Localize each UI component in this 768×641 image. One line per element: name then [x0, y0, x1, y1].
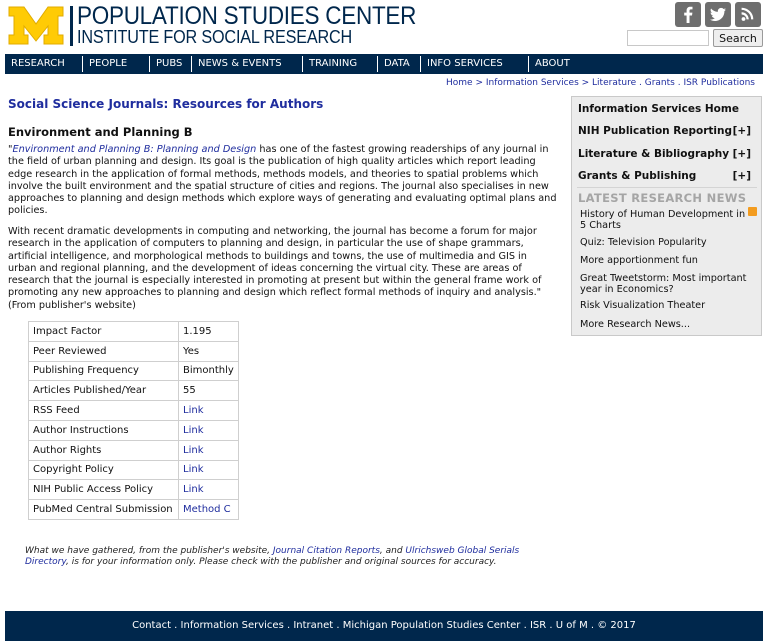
table-row — [29, 480, 239, 500]
expand-literature-button[interactable]: [+] — [732, 148, 751, 160]
breadcrumb-sep: > — [472, 78, 486, 88]
journal-title: Environment and Planning B — [8, 125, 193, 139]
sidebar-literature[interactable]: Literature & Bibliography — [578, 148, 730, 160]
footer-sep: . — [333, 620, 343, 631]
footer-intranet[interactable]: Intranet — [293, 620, 334, 631]
row-value: Bimonthly — [183, 365, 234, 377]
table-row — [29, 460, 239, 480]
footer-copyright: © 2017 — [597, 620, 636, 631]
breadcrumb-literature[interactable]: Literature — [592, 78, 637, 88]
row-link[interactable]: Link — [183, 444, 204, 456]
table-row — [29, 361, 239, 381]
description-text: has one of the fastest growing readerships of any journal in the field of urban planning and design. Its goal is the publication of high quality articles which report leading edge research in the application of formal methods, methods models, and theories to spatial problems which involve the built environment and the spatial structure of cities and regions. The journal also specialises in new approaches to planning and design methods which explore ways of generating and evaluating optimal plans and policies. — [8, 144, 557, 217]
footer-sep: . — [283, 620, 294, 631]
breadcrumb — [446, 78, 755, 88]
footer-pscenter[interactable]: Michigan Population Studies Center — [342, 620, 521, 631]
breadcrumb-isr-publications[interactable]: ISR Publications — [683, 78, 755, 88]
table-row — [29, 500, 239, 520]
table-row — [29, 322, 239, 342]
row-label: PubMed Central Submission — [29, 500, 179, 520]
sidebar — [571, 96, 762, 336]
disclaimer-text: , is for your information only. Please check with the publisher and original sources for accuracy. — [65, 557, 497, 567]
nav-training[interactable]: TRAINING — [302, 56, 377, 72]
row-value-cell — [179, 381, 239, 401]
search-button[interactable]: Search — [713, 29, 763, 47]
row-label: Author Rights — [29, 440, 179, 460]
row-value-cell — [179, 361, 239, 381]
news-item[interactable]: Great Tweetstorm: Most important year in Economics? — [580, 273, 747, 295]
quote-mark: " — [8, 144, 13, 155]
search-input[interactable] — [627, 30, 709, 46]
breadcrumb-sep: . — [636, 78, 645, 88]
table-row — [29, 440, 239, 460]
logo-subtitle[interactable]: INSTITUTE FOR SOCIAL RESEARCH — [77, 27, 353, 47]
row-value-cell — [179, 420, 239, 440]
sidebar-info-services-home[interactable]: Information Services Home — [578, 103, 739, 115]
row-value: 55 — [183, 385, 196, 397]
disclaimer-text: What we have gathered, from the publisher's website, — [25, 546, 273, 556]
row-label: RSS Feed — [29, 401, 179, 421]
nav-pubs[interactable]: PUBS — [149, 56, 191, 72]
breadcrumb-sep: . — [674, 78, 684, 88]
expand-grants-button[interactable]: [+] — [732, 170, 751, 182]
row-value-cell — [179, 440, 239, 460]
journal-scope: With recent dramatic developments in computing and networking, the journal has become a forum for major research in the application of computers to planning and design, in particular the use of shape grammars, artificial intelligence, and morphological methods to buildings and towns, the use of multimedia and GIS in urban and regional planning, and the development of ideas concerning the virtual city. These are areas of research that the journal is especially interested in promoting at present but within the general frame work of promoting any new approaches to planning and design which reflect formal methods of inquiry and analysis." (From publisher's website) — [8, 226, 542, 311]
row-label: Copyright Policy — [29, 460, 179, 480]
nav-about[interactable]: ABOUT — [528, 56, 608, 72]
row-label: Author Instructions — [29, 420, 179, 440]
news-item[interactable]: Quiz: Television Popularity — [580, 237, 707, 248]
table-row — [29, 381, 239, 401]
logo-title[interactable]: POPULATION STUDIES CENTER — [77, 2, 417, 30]
row-label: Peer Reviewed — [29, 341, 179, 361]
breadcrumb-grants[interactable]: Grants — [644, 78, 675, 88]
row-link[interactable]: Link — [183, 424, 204, 436]
footer-sep: . — [546, 620, 556, 631]
main-nav — [5, 54, 763, 74]
site-header — [0, 0, 768, 52]
row-value-cell — [179, 341, 239, 361]
logo-divider — [70, 6, 73, 46]
row-label: Impact Factor — [29, 322, 179, 342]
sidebar-grants[interactable]: Grants & Publishing — [578, 170, 697, 182]
row-value-cell — [179, 322, 239, 342]
sidebar-divider — [577, 187, 757, 188]
row-link[interactable]: Link — [183, 405, 204, 417]
footer — [5, 611, 763, 641]
breadcrumb-info-services[interactable]: Information Services — [485, 78, 579, 88]
row-link[interactable]: Link — [183, 484, 204, 496]
nav-research[interactable]: RESEARCH — [11, 58, 65, 69]
jcr-link[interactable]: Journal Citation Reports — [272, 546, 380, 556]
row-label: NIH Public Access Policy — [29, 480, 179, 500]
row-value: Yes — [183, 345, 200, 357]
breadcrumb-sep: > — [578, 78, 593, 88]
row-value-cell — [179, 500, 239, 520]
nav-info-services[interactable]: INFO SERVICES — [420, 56, 528, 72]
row-value-cell — [179, 401, 239, 421]
more-news-link[interactable]: More Research News... — [580, 319, 691, 330]
block-m-logo[interactable] — [7, 5, 65, 46]
journal-info-table — [28, 321, 239, 520]
facebook-icon[interactable] — [675, 2, 701, 27]
nav-news-events[interactable]: NEWS & EVENTS — [191, 56, 302, 72]
page-title: Social Science Journals: Resources for Authors — [8, 97, 324, 111]
journal-description — [8, 144, 558, 218]
disclaimer-text: , and — [379, 546, 406, 556]
footer-contact[interactable]: Contact — [132, 620, 171, 631]
row-link[interactable]: Method C — [183, 504, 231, 516]
news-item[interactable]: Risk Visualization Theater — [580, 300, 706, 311]
footer-info-services[interactable]: Information Services — [180, 620, 284, 631]
table-row — [29, 341, 239, 361]
row-label: Articles Published/Year — [29, 381, 179, 401]
row-link[interactable]: Link — [183, 464, 204, 476]
footer-sep: . — [171, 620, 181, 631]
sidebar-nih-reporting[interactable]: NIH Publication Reporting — [578, 125, 733, 137]
footer-sep: . — [587, 620, 598, 631]
footer-isr[interactable]: ISR — [529, 620, 547, 631]
breadcrumb-home[interactable]: Home — [446, 78, 473, 88]
footer-sep: . — [520, 620, 530, 631]
journal-link[interactable]: Environment and Planning B: Planning and Design — [12, 144, 257, 155]
table-row — [29, 401, 239, 421]
row-label: Publishing Frequency — [29, 361, 179, 381]
nav-people[interactable]: PEOPLE — [82, 56, 149, 72]
ulrichsweb-link[interactable]: Ulrichsweb Global Serials Directory — [25, 546, 520, 567]
twitter-icon[interactable] — [705, 2, 731, 27]
footer-umich[interactable]: U of M — [555, 620, 588, 631]
row-value: 1.195 — [183, 325, 212, 337]
latest-news-heading: LATEST RESEARCH NEWS — [578, 191, 747, 205]
disclaimer — [25, 546, 545, 568]
expand-nih-button[interactable]: [+] — [732, 125, 751, 137]
news-item[interactable]: More apportionment fun — [580, 255, 698, 266]
news-item[interactable]: History of Human Development in 5 Charts — [580, 209, 746, 231]
rss-icon[interactable] — [735, 2, 761, 27]
table-row — [29, 420, 239, 440]
row-value-cell — [179, 460, 239, 480]
nav-data[interactable]: DATA — [377, 56, 420, 72]
row-value-cell — [179, 480, 239, 500]
